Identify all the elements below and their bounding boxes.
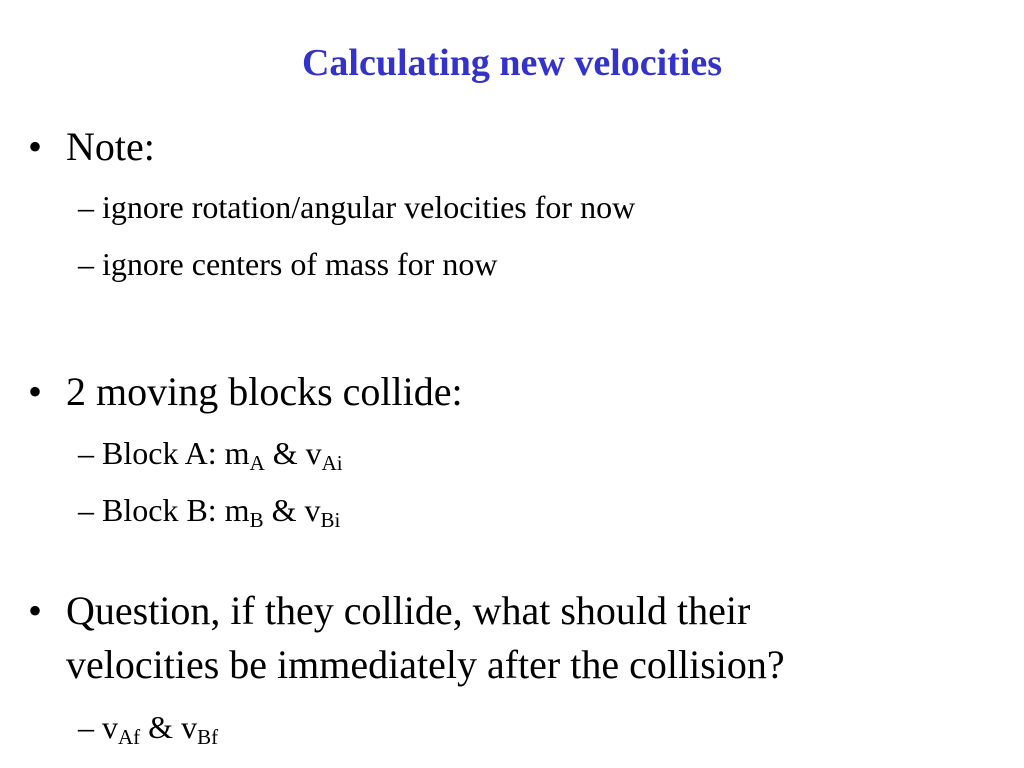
final-v1-subscript: Af [118,725,141,749]
dash: – [78,189,94,225]
bullet-text: 2 moving blocks collide: [66,369,463,414]
block-a-mid: & v [264,435,322,471]
dash: – [78,246,94,282]
final-v1: v [102,709,118,745]
sub-item [78,243,978,285]
block-a-velocity-subscript: Ai [321,451,343,475]
bullet-note [28,120,988,174]
final-mid: & v [140,709,198,745]
slide-title: Calculating new velocities [301,42,723,84]
bullet-dot: • [28,369,43,414]
bullet-text: Note: [66,124,155,169]
block-b-prefix: Block B: m [102,492,250,528]
dash: – [78,435,94,471]
bullet-dot: • [28,124,43,169]
block-b-mid: & v [263,492,321,528]
bullet-collide [28,365,988,419]
sub-text: ignore centers of mass for now [102,246,498,282]
sub-item-block-b [78,489,978,531]
block-b-velocity-subscript: Bi [320,508,341,532]
bullet-dot: • [28,588,43,633]
block-a-mass-subscript: A [249,451,265,475]
bullet-question [28,584,988,692]
final-v2-subscript: Bf [197,725,219,749]
dash: – [78,492,94,528]
dash: – [78,709,94,745]
bullet-text-line-2: velocities be immediately after the collision? [66,642,785,687]
sub-item [78,186,978,228]
block-b-mass-subscript: B [249,508,264,532]
bullet-text-line-1: Question, if they collide, what should their [66,588,751,633]
sub-item-final-velocities [78,706,978,748]
block-a-prefix: Block A: m [102,435,250,471]
sub-text: ignore rotation/angular velocities for now [102,189,636,225]
sub-item-block-a [78,432,978,474]
